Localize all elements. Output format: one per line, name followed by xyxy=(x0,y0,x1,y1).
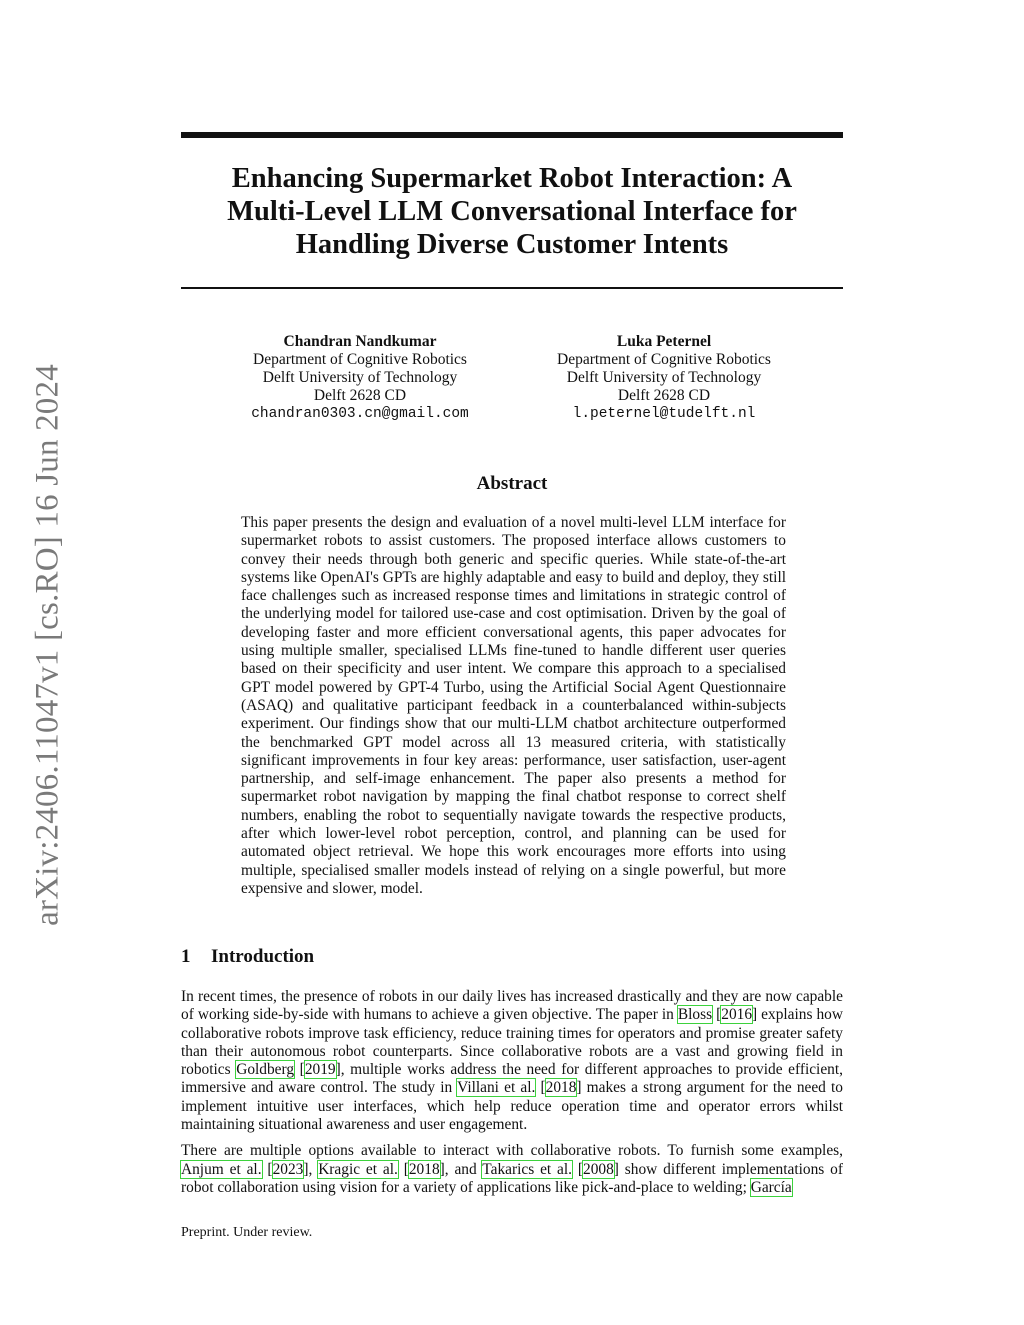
paragraph-text: In recent times, the presence of robots in our daily lives has increased drastically and they are now capable of working side-by-side with humans to achieve a given objective. The paper in xyxy=(181,988,843,1024)
title-line: Multi-Level LLM Conversational Interface for xyxy=(227,196,797,227)
paragraph-text: [ xyxy=(712,1006,722,1024)
citation-link[interactable]: Anjum et al. xyxy=(181,1160,262,1178)
citation-link[interactable]: García xyxy=(750,1178,792,1196)
citation-year-link[interactable]: 2023 xyxy=(272,1160,304,1178)
title-top-rule xyxy=(181,132,843,138)
author-department: Department of Cognitive Robotics xyxy=(557,351,771,368)
paragraph-text: ] makes a strong argument for the need to implement intuitive user interfaces, which help reduce operation time and operator errors whilst maintaining situational awareness and user engagement. xyxy=(181,1079,843,1134)
author-address: Delft 2628 CD xyxy=(617,387,711,404)
author-university: Delft University of Technology xyxy=(262,369,458,386)
paragraph-text: There are multiple options available to interact with collaborative robots. To furnish some examples, xyxy=(181,1142,843,1160)
footer-note: Preprint. Under review. xyxy=(181,1225,313,1240)
paragraph-text: [ xyxy=(535,1079,546,1097)
citation-year-link[interactable]: 2018 xyxy=(545,1079,577,1097)
paragraph-text: [ xyxy=(261,1160,273,1178)
author-department: Department of Cognitive Robotics xyxy=(253,351,467,368)
citation-link[interactable]: Kragic et al. xyxy=(318,1160,398,1178)
citation-year-link[interactable]: 2008 xyxy=(583,1160,614,1178)
intro-paragraph-1 xyxy=(181,988,843,1134)
paragraph-text: [ xyxy=(397,1160,409,1178)
paper-title xyxy=(181,162,843,261)
citation-year-link[interactable]: 2018 xyxy=(408,1160,440,1178)
author-email: chandran0303.cn@gmail.com xyxy=(251,406,469,422)
author-email: l.peternel@tudelft.nl xyxy=(572,406,756,422)
section-title: Introduction xyxy=(211,946,315,967)
arxiv-identifier-stamp: arXiv:2406.11047v1 [cs.RO] 16 Jun 2024 xyxy=(29,364,66,926)
paragraph-text: ], and xyxy=(439,1160,483,1178)
author-block-2 xyxy=(534,333,794,423)
abstract-heading: Abstract xyxy=(476,473,548,494)
author-block-1 xyxy=(230,333,490,423)
introduction-body xyxy=(181,988,843,1205)
citation-link[interactable]: Villani et al. xyxy=(457,1079,536,1097)
citation-link[interactable]: Bloss xyxy=(677,1006,713,1024)
section-heading-introduction xyxy=(181,946,314,968)
title-line: Handling Diverse Customer Intents xyxy=(295,229,729,260)
citation-link[interactable]: Goldberg xyxy=(236,1061,295,1079)
title-bottom-rule xyxy=(181,287,843,289)
paragraph-text: ], multiple works address the need for different approaches to provide efficient, immersive and aware control. The study in xyxy=(181,1061,843,1097)
intro-paragraph-2 xyxy=(181,1142,843,1197)
author-university: Delft University of Technology xyxy=(566,369,762,386)
citation-year-link[interactable]: 2019 xyxy=(304,1061,336,1079)
author-address: Delft 2628 CD xyxy=(313,387,407,404)
citation-link[interactable]: Takarics et al. xyxy=(482,1160,572,1178)
section-number: 1 xyxy=(181,946,191,967)
author-name: Luka Peternel xyxy=(616,333,712,350)
paragraph-text: [ xyxy=(572,1160,583,1178)
author-name: Chandran Nandkumar xyxy=(283,333,437,350)
paragraph-text: ], xyxy=(303,1160,319,1178)
citation-year-link[interactable]: 2016 xyxy=(721,1006,753,1024)
title-line: Enhancing Supermarket Robot Interaction: A xyxy=(231,163,793,194)
paragraph-text: ] show different implementations of robot collaboration using vision for a variety of applications like pick-and-place to welding; xyxy=(181,1160,843,1196)
abstract-body: This paper presents the design and evaluation of a novel multi-level LLM interface for supermarket robots to assist customers. The proposed interface allows customers to convey their needs through both generic and specific queries. While state-of-the-art systems like OpenAI's GPTs are highly adaptable and easy to build and deploy, they still face challenges such as increased response times and limitations in strategic control of the underlying model for tailored use-case and cost optimisation. Driven by the goal of developing faster and more efficient conversational agents, this paper advocates for using multiple smaller, specialised LLMs fine-tuned to handle different user queries based on their specificity and user intent. We compare this approach to a specialised GPT model powered by GPT-4 Turbo, using the Artificial Social Agent Questionnaire (ASAQ) and qualitative participant feedback in a counterbalanced within-subjects experiment. Our findings show that our multi-LLM chatbot architecture outperformed the benchmarked GPT model across all 13 measured criteria, with statistically significant improvements in four key areas: performance, user satisfaction, user-agent partnership, and self-image enhancement. The paper also presents a method for supermarket robot navigation by mapping the final chatbot response to correct shelf numbers, enabling the robot to sequentially navigate towards the respective products, after which lower-level robot perception, control, and planning can be used for automated object retrieval. We hope this work encourages more efforts into using multiple, specialised smaller models instead of relying on a single powerful, but more expensive and slower, model. xyxy=(241,514,786,897)
paragraph-text: ] explains how collaborative robots improve task efficiency, reduce training times for operators and promise greater safety than their autonomous robot counterparts. Since collaborative robots are a vast and growing field in robotics xyxy=(181,1006,843,1079)
paragraph-text: [ xyxy=(294,1061,305,1079)
